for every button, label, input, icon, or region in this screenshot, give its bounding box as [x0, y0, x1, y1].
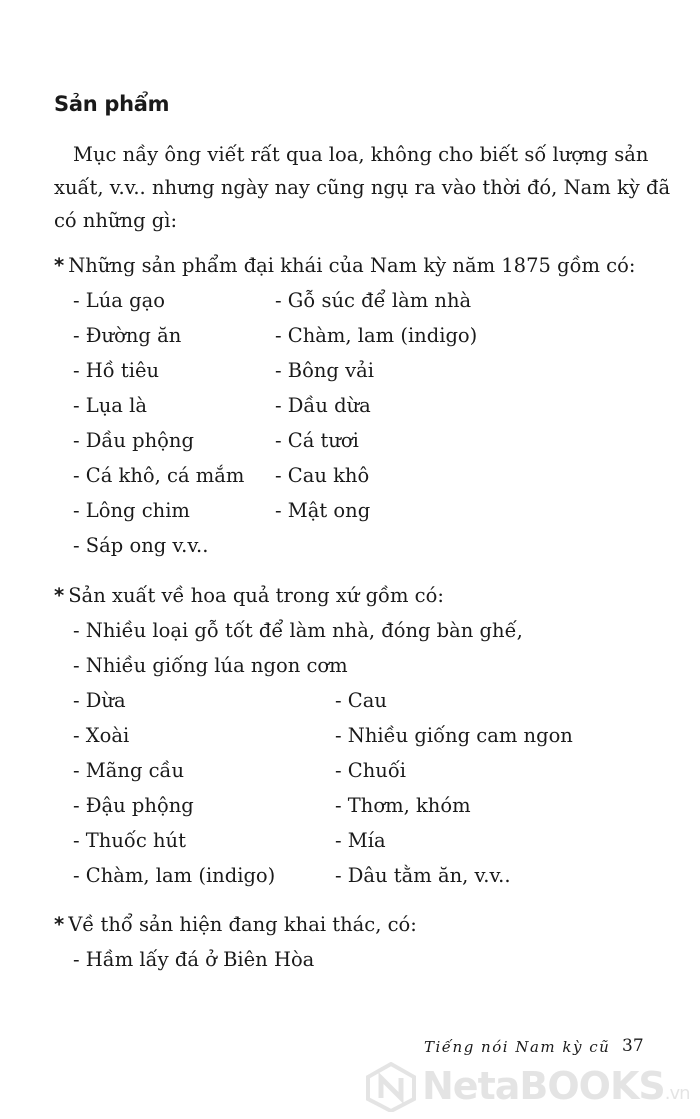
list-row [54, 858, 674, 893]
list-item: - Lông chim [73, 499, 190, 522]
list-item: - Dừa [73, 689, 126, 712]
list-item: - Nhiều giống lúa ngon cơm [73, 654, 348, 677]
list-item: - Thơm, khóm [335, 794, 471, 817]
watermark-suffix: .vn [664, 1083, 690, 1104]
list-item: - Lụa là [73, 394, 147, 417]
list-item: - Hồ tiêu [73, 359, 160, 382]
list-item: - Hầm lấy đá ở Biên Hòa [73, 948, 315, 971]
intro-line: Mục nầy ông viết rất qua loa, không cho biết số lượng sản [73, 143, 649, 166]
section-title [54, 248, 674, 283]
list-row [54, 493, 674, 528]
list-item: - Xoài [73, 724, 130, 747]
list-item: - Lúa gạo [73, 289, 165, 312]
list-item: - Dâu tằm ăn, v.v.. [335, 864, 511, 887]
list-item: - Chàm, lam (indigo) [275, 324, 478, 347]
list-item: - Bông vải [275, 359, 374, 382]
running-title: Tiếng nói Nam kỳ cũ [424, 1038, 611, 1056]
list-row [54, 283, 674, 318]
list-item: - Thuốc hút [73, 829, 186, 852]
list-item: - Cau [335, 689, 387, 712]
list-item: - Dầu phộng [73, 429, 194, 452]
asterisk-bullet: * [54, 913, 65, 936]
asterisk-bullet: * [54, 254, 65, 277]
list-row [54, 458, 674, 493]
intro-paragraph [54, 138, 671, 237]
list-row [54, 788, 674, 823]
intro-line: có những gì: [54, 209, 178, 232]
list-item: - Gỗ súc để làm nhà [275, 289, 472, 312]
two-column-list [54, 283, 674, 563]
section-title-text: Sản xuất về hoa quả trong xứ gồm có: [68, 584, 444, 607]
watermark-text [422, 1064, 690, 1108]
list-item: - Đường ăn [73, 324, 182, 347]
section-heading: Sản phẩm [54, 92, 170, 116]
list-row [54, 388, 674, 423]
intro-line: xuất, v.v.. nhưng ngày nay cũng ngụ ra vào thời đó, Nam kỳ đã [54, 176, 671, 199]
page-number: 37 [622, 1036, 644, 1056]
list-item: - Mía [335, 829, 386, 852]
two-column-list [54, 683, 674, 893]
list-row [54, 823, 674, 858]
list-row [54, 528, 674, 563]
list-item: - Sáp ong v.v.. [73, 534, 209, 557]
list-item: - Dầu dừa [275, 394, 371, 417]
section-title-text: Về thổ sản hiện đang khai thác, có: [68, 913, 417, 936]
list-item: - Mật ong [275, 499, 371, 522]
list-item: - Cá tươi [275, 429, 359, 452]
list-item: - Mãng cầu [73, 759, 185, 782]
list-row [54, 718, 674, 753]
asterisk-bullet: * [54, 584, 65, 607]
products-1875-section [54, 248, 674, 563]
watermark-brand: NetaBOOKS [422, 1064, 665, 1108]
section-title [54, 907, 674, 942]
watermark [360, 1062, 690, 1112]
list-row [54, 423, 674, 458]
n-logo-icon [364, 1062, 418, 1112]
list-item: - Cau khô [275, 464, 370, 487]
section-title-text: Những sản phẩm đại khái của Nam kỳ năm 1875 gồm có: [68, 254, 636, 277]
fruits-section [54, 578, 674, 893]
list-item: - Đậu phộng [73, 794, 194, 817]
list-item: - Cá khô, cá mắm [73, 464, 245, 487]
list-row [54, 683, 674, 718]
list-item: - Nhiều loại gỗ tốt để làm nhà, đóng bàn ghế, [73, 619, 523, 642]
list-item: - Nhiều giống cam ngon [335, 724, 573, 747]
section-title [54, 578, 674, 613]
list-row [54, 353, 674, 388]
list-item: - Chàm, lam (indigo) [73, 864, 276, 887]
minerals-section [54, 907, 674, 977]
list-row [54, 318, 674, 353]
list-row [54, 753, 674, 788]
list-item: - Chuối [335, 759, 406, 782]
